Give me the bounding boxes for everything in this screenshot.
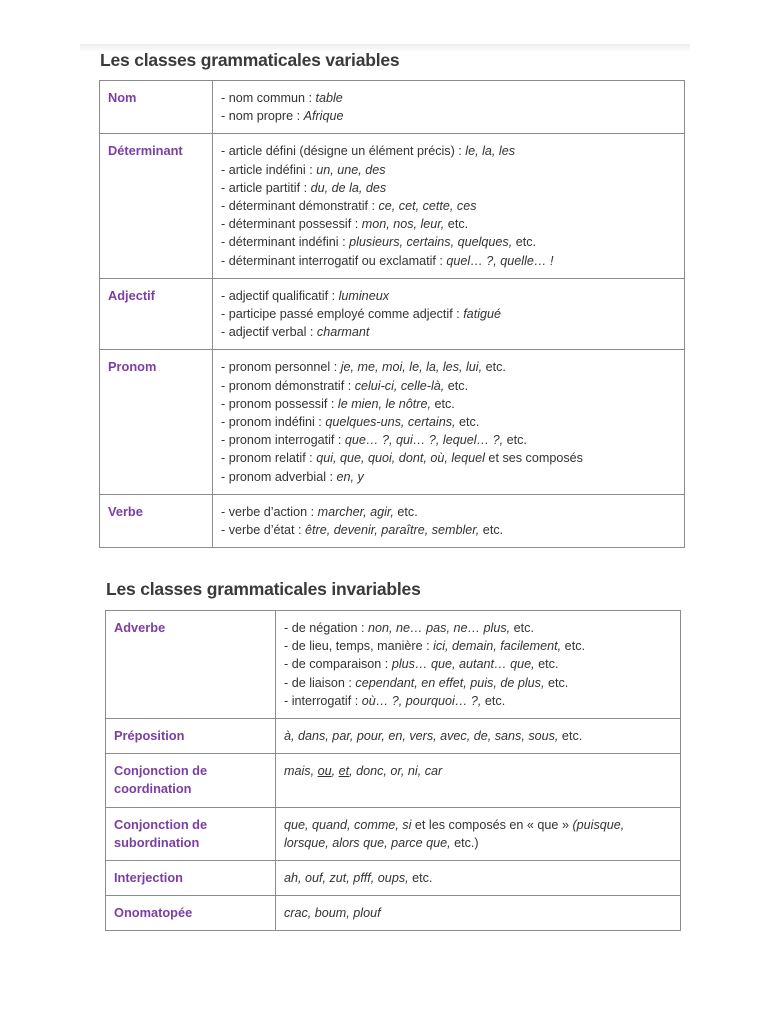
example-text: cependant, en effet, puis, de plus, xyxy=(355,675,545,690)
definition-text: - participe passé employé comme adjectif : xyxy=(221,307,464,322)
definition-line xyxy=(284,692,672,710)
definition-text: - pronom possessif : xyxy=(221,396,338,411)
definition-cell xyxy=(276,611,681,719)
section-variables xyxy=(99,44,685,548)
definition-text: - déterminant possessif : xyxy=(221,217,362,232)
example-text: où… ?, pourquoi… ?, xyxy=(361,693,482,708)
definition-text: etc. xyxy=(444,378,469,393)
definition-text: etc. xyxy=(431,396,455,411)
definition-line xyxy=(221,377,676,395)
definition-line xyxy=(221,215,676,233)
definition-text: - adjectif verbal : xyxy=(221,325,317,340)
example-text: du, de la, des xyxy=(310,180,387,195)
table-row xyxy=(106,611,681,719)
table-row xyxy=(100,494,685,547)
definition-line xyxy=(221,323,676,341)
definition-cell xyxy=(276,861,681,896)
example-text: table xyxy=(315,91,343,105)
example-text: charmant xyxy=(316,325,370,340)
definition-text: - pronom indéfini : xyxy=(221,415,326,430)
example-text: à, dans, par, pour, en, vers, avec, de, sans, sous, xyxy=(284,729,559,744)
example-text: plusieurs, certains, quelques, xyxy=(349,235,513,250)
definition-text: - déterminant indéfini : xyxy=(221,235,350,250)
example-text: quel… ?, quelle… ! xyxy=(446,253,554,268)
definition-text: - nom commun : xyxy=(221,91,316,105)
definition-text: - de liaison : xyxy=(284,675,356,690)
example-text: crac, boum, plouf xyxy=(284,906,381,921)
category-cell: Adjectif xyxy=(100,278,213,350)
definition-line xyxy=(221,89,676,107)
definition-line xyxy=(221,431,676,449)
example-text: celui-ci, celle-là, xyxy=(354,378,445,393)
definition-text: etc. xyxy=(393,504,418,519)
definition-text: - interrogatif : xyxy=(284,693,362,708)
section-title-variables: Les classes grammaticales variables xyxy=(100,50,400,70)
example-text: que… ?, qui… ?, lequel… ?, xyxy=(344,433,504,448)
definition-text: - pronom démonstratif : xyxy=(221,378,355,393)
definition-line xyxy=(284,655,672,673)
definition-text: etc. xyxy=(534,657,559,672)
definition-line xyxy=(284,619,672,637)
example-text: qui, que, quoi, dont, où, lequel xyxy=(316,451,485,466)
definition-line xyxy=(221,107,676,125)
definition-line xyxy=(284,727,672,745)
definition-text: - pronom relatif : xyxy=(221,451,317,466)
definition-line xyxy=(221,413,676,431)
category-cell: Adverbe xyxy=(106,611,276,719)
category-cell: Conjonction de subordination xyxy=(106,807,276,860)
definition-text: - de négation : xyxy=(284,621,369,635)
example-text: marcher, agir, xyxy=(317,504,394,519)
example-text: ah, ouf, zut, pfff, oups, xyxy=(284,871,409,886)
definition-text: - déterminant démonstratif : xyxy=(221,199,379,214)
table-invariables xyxy=(105,610,681,931)
definition-cell xyxy=(276,719,681,754)
definition-cell xyxy=(213,278,685,350)
category-cell: Pronom xyxy=(100,350,213,494)
definition-text: etc. xyxy=(503,433,527,448)
definition-line xyxy=(284,904,672,922)
definition-text: - pronom adverbial : xyxy=(221,469,337,484)
example-text: le, la, les xyxy=(465,144,515,159)
table-row xyxy=(100,81,685,134)
example-text: (puisque, xyxy=(572,817,625,832)
definition-line xyxy=(221,142,676,160)
definition-text: - de comparaison : xyxy=(284,657,392,672)
example-text: ou xyxy=(317,764,332,779)
definition-text: et ses composés xyxy=(484,451,583,466)
example-text: lumineux xyxy=(338,288,389,303)
table-variables xyxy=(99,80,685,548)
table-row xyxy=(100,278,685,350)
example-text: quelques-uns, certains, xyxy=(325,415,456,430)
definition-text: - article défini (désigne un élément précis) : xyxy=(221,144,466,159)
table-row xyxy=(106,754,681,807)
definition-text: etc. xyxy=(482,360,506,375)
definition-text: etc. xyxy=(558,729,583,744)
definition-text: etc. xyxy=(481,693,506,708)
category-cell: Interjection xyxy=(106,861,276,896)
definition-cell xyxy=(213,494,685,547)
definition-text: etc. xyxy=(479,523,504,538)
example-text: , donc, or, ni, car xyxy=(349,764,443,779)
definition-line xyxy=(284,674,672,692)
example-text: être, devenir, paraître, sembler, xyxy=(305,523,480,538)
definition-text: - verbe d’état : xyxy=(221,523,305,538)
definition-text: - pronom personnel : xyxy=(221,360,341,375)
example-text: je, me, moi, le, la, les, lui, xyxy=(340,360,483,375)
category-cell: Déterminant xyxy=(100,134,213,278)
definition-cell xyxy=(276,754,681,807)
definition-text: - pronom interrogatif : xyxy=(221,433,345,448)
example-text: le mien, le nôtre, xyxy=(337,396,431,411)
category-cell: Conjonction de coordination xyxy=(106,754,276,807)
example-text: plus… que, autant… que, xyxy=(391,657,535,672)
definition-line xyxy=(221,287,676,305)
definition-line xyxy=(221,305,676,323)
definition-text: - adjectif qualificatif : xyxy=(221,288,339,303)
definition-cell xyxy=(276,807,681,860)
definition-text: etc. xyxy=(408,871,433,886)
definition-line xyxy=(221,252,676,270)
example-text: ce, cet, cette, ces xyxy=(378,199,477,214)
definition-text: et les composés en « que » xyxy=(411,817,573,832)
definition-text: etc. xyxy=(544,675,569,690)
definition-text: - article indéfini : xyxy=(221,162,317,177)
example-text: et xyxy=(338,764,350,779)
definition-line xyxy=(284,816,672,834)
definition-line xyxy=(221,233,676,251)
definition-cell xyxy=(213,350,685,494)
definition-text: - nom propre : xyxy=(221,109,304,124)
example-text: mais, xyxy=(284,764,318,779)
definition-text: etc. xyxy=(455,415,480,430)
example-text: lorsque, alors que, parce que, xyxy=(284,835,451,850)
example-text: fatigué xyxy=(463,307,501,322)
definition-line xyxy=(221,161,676,179)
definition-line xyxy=(221,449,676,467)
definition-cell xyxy=(213,134,685,278)
definition-line xyxy=(221,179,676,197)
definition-text: - déterminant interrogatif ou exclamatif : xyxy=(221,253,447,268)
category-cell: Verbe xyxy=(100,494,213,547)
definition-text: etc. xyxy=(444,217,469,232)
table-row xyxy=(106,719,681,754)
table-row xyxy=(100,134,685,278)
definition-text: - verbe d’action : xyxy=(221,504,318,519)
table-body-invariables xyxy=(106,611,681,931)
definition-text: etc.) xyxy=(450,835,479,850)
definition-line xyxy=(221,521,676,539)
table-row xyxy=(106,861,681,896)
example-text: Afrique xyxy=(303,109,344,124)
definition-text: etc. xyxy=(561,639,585,654)
definition-line xyxy=(221,197,676,215)
definition-text: - article partitif : xyxy=(221,180,311,195)
definition-cell xyxy=(276,896,681,931)
definition-line xyxy=(284,869,672,887)
section-invariables xyxy=(105,574,681,931)
example-text: en, y xyxy=(336,469,364,484)
example-text: , xyxy=(331,764,339,779)
table-body-variables xyxy=(100,81,685,548)
definition-text: etc. xyxy=(512,235,537,250)
table-row xyxy=(100,350,685,494)
definition-line xyxy=(284,637,672,655)
category-cell: Préposition xyxy=(106,719,276,754)
example-text: un, une, des xyxy=(316,162,386,177)
definition-line xyxy=(221,468,676,486)
table-row xyxy=(106,807,681,860)
definition-cell xyxy=(213,81,685,134)
category-cell: Nom xyxy=(100,81,213,134)
definition-line xyxy=(284,762,672,780)
example-text: ici, demain, facilement, xyxy=(433,639,562,654)
example-text: mon, nos, leur, xyxy=(361,217,445,232)
category-cell: Onomatopée xyxy=(106,896,276,931)
definition-line xyxy=(284,834,672,852)
example-text: que, quand, comme, si xyxy=(284,817,412,832)
definition-line xyxy=(221,395,676,413)
section-title-invariables: Les classes grammaticales invariables xyxy=(106,579,421,599)
table-row xyxy=(106,896,681,931)
definition-text: etc. xyxy=(510,621,534,635)
definition-text: - de lieu, temps, manière : xyxy=(284,639,434,654)
definition-line xyxy=(221,503,676,521)
example-text: non, ne… pas, ne… plus, xyxy=(368,621,511,635)
definition-line xyxy=(221,358,676,376)
